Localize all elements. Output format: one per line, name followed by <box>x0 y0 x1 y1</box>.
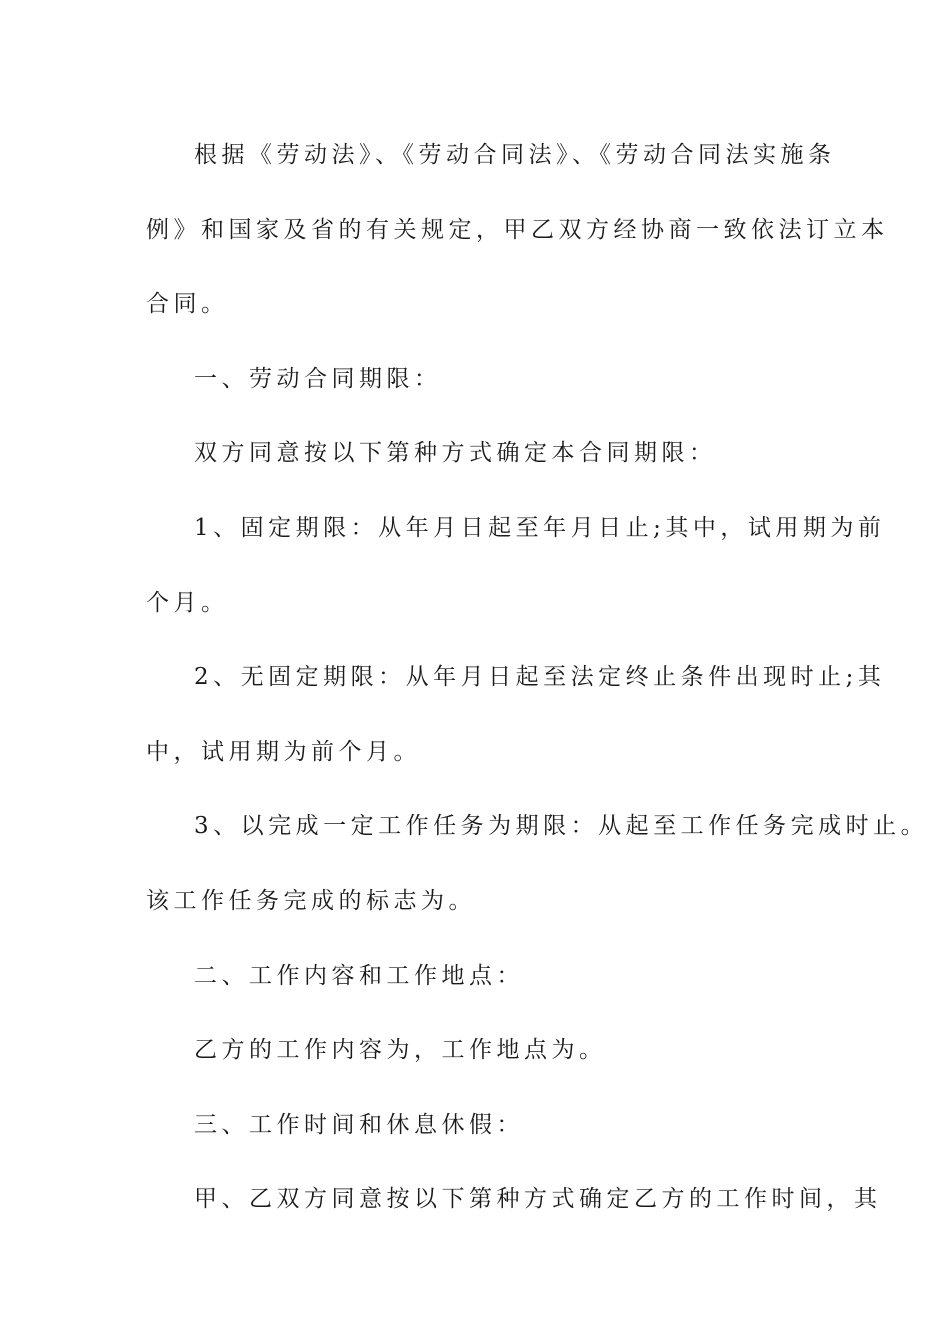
section-heading: 二、工作内容和工作地点： <box>194 962 524 989</box>
paragraph-line: 根据《劳动法》、《劳动合同法》、《劳动合同法实施条 <box>194 142 836 168</box>
document-page <box>146 118 929 1237</box>
paragraph-line: 甲、乙双方同意按以下第种方式确定乙方的工作时间，其 <box>194 1186 882 1213</box>
list-item-continuation: 该工作任务完成的标志为。 <box>146 887 476 914</box>
list-item-continuation: 个月。 <box>146 589 229 616</box>
paragraph-line: 乙方的工作内容为，工作地点为。 <box>194 1037 607 1064</box>
paragraph-line: 例》和国家及省的有关规定，甲乙双方经协商一致依法订立本 <box>146 216 889 243</box>
section-heading: 三、工作时间和休息休假： <box>194 1111 524 1138</box>
paragraph-line: 合同。 <box>146 291 229 318</box>
list-item-continuation: 中，试用期为前个月。 <box>146 738 421 765</box>
section-heading: 一、劳动合同期限： <box>194 365 442 392</box>
list-item: 3、以完成一定工作任务为期限：从起至工作任务完成时止。 <box>194 813 929 840</box>
list-item: 1、固定期限：从年月日起至年月日止;其中，试用期为前 <box>194 514 886 541</box>
paragraph-line: 双方同意按以下第种方式确定本合同期限： <box>194 440 717 467</box>
list-item: 2、无固定期限：从年月日起至法定终止条件出现时止;其 <box>194 664 886 691</box>
